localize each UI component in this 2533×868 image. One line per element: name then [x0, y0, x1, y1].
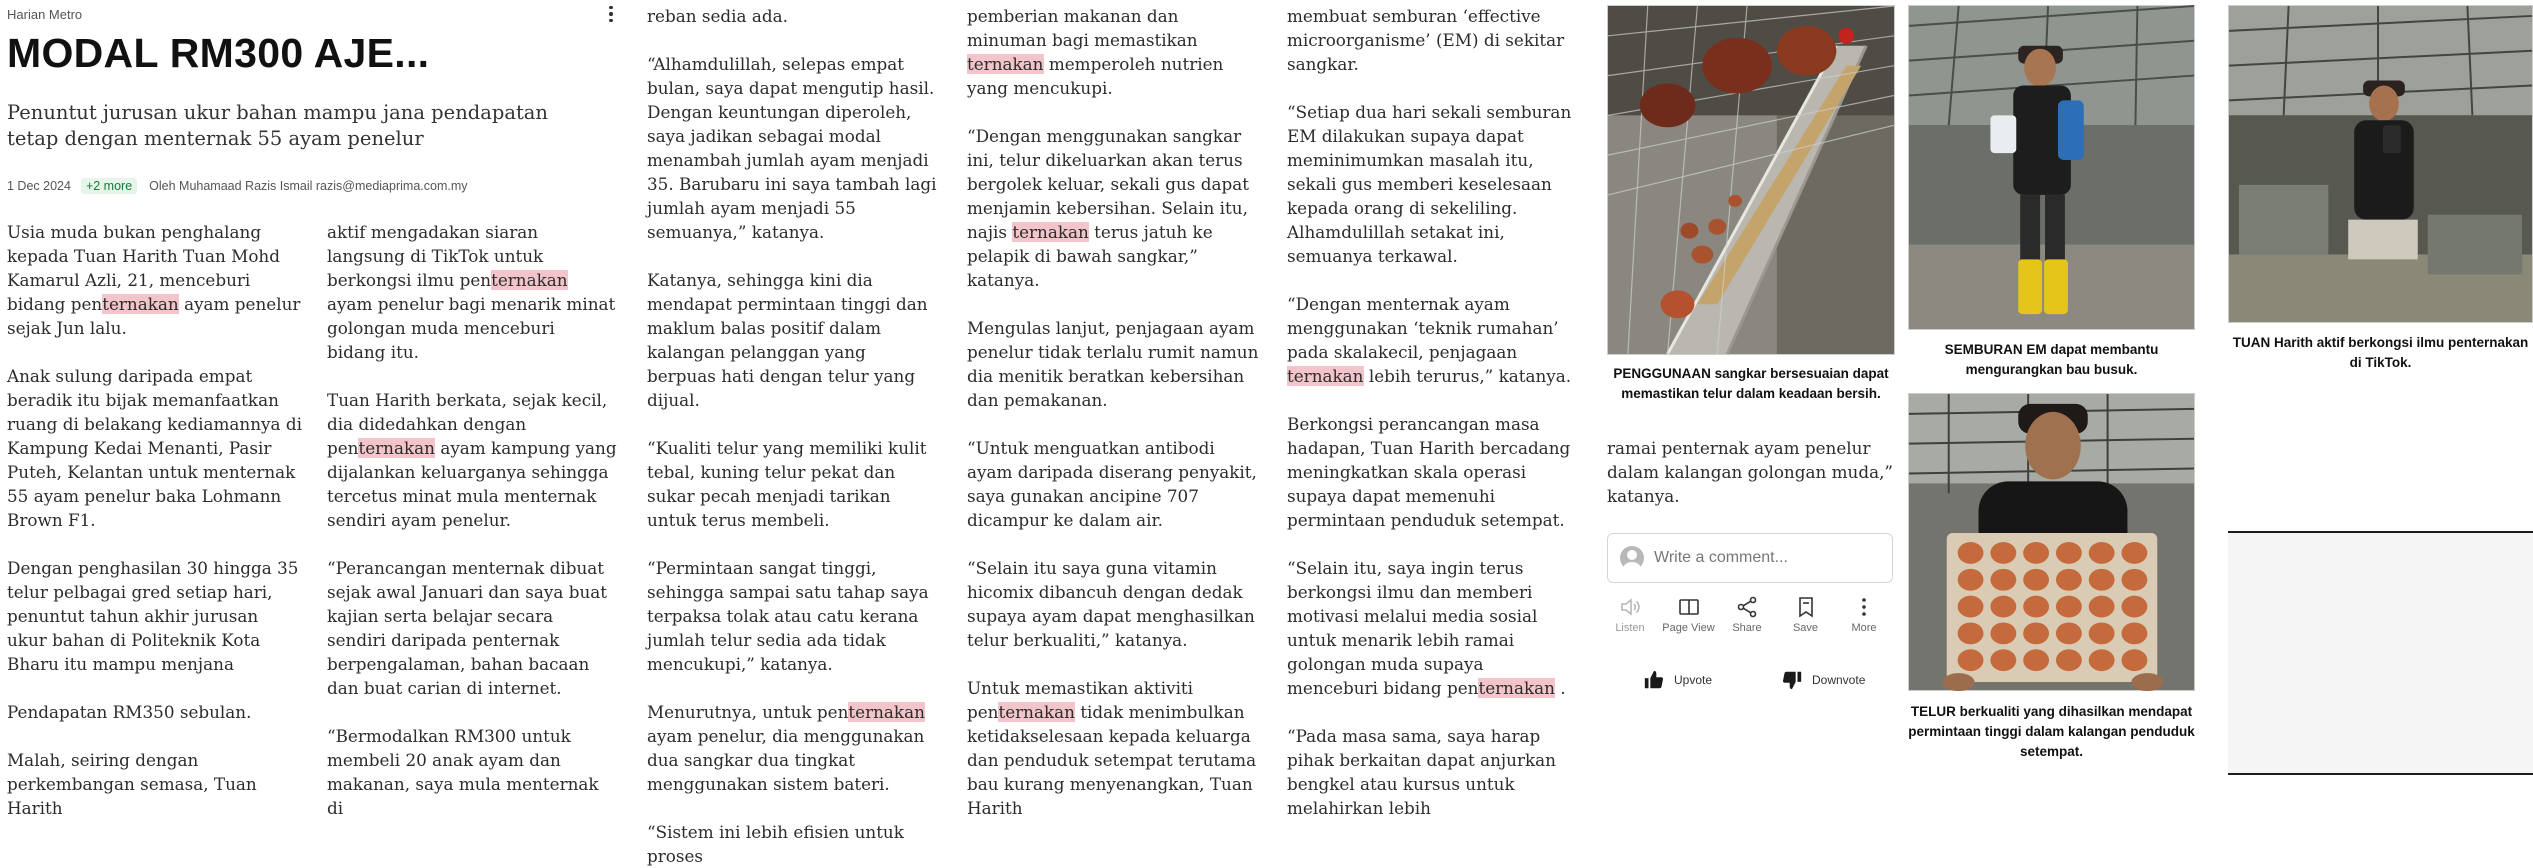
- blank-panel-body: [2228, 533, 2533, 773]
- caption-photo-3: TUAN Harith aktif berkongsi ilmu penternakan di TikTok.: [2232, 335, 2529, 370]
- photo-tiktok-live: [2228, 5, 2533, 323]
- page-view-label: Page View: [1662, 622, 1715, 634]
- upvote-label: Upvote: [1674, 673, 1713, 687]
- article-paragraph: “Bermodalkan RM300 untuk membeli 20 anak ayam dan makanan, saya mula menternak di: [327, 726, 599, 818]
- photo-em-spray: [1908, 5, 2195, 330]
- keyword-highlight: ternakan: [358, 438, 435, 458]
- article-paragraph: “Dengan menggunakan sangkar ini, telur dikeluarkan akan terus bergolek keluar, sekali gus dapat menjamin kebersihan. Selain itu, najis ternakan terus jatuh ke pelapik di bawah sangkar,” katanya.: [967, 126, 1249, 290]
- byline-row: [7, 178, 468, 194]
- article-paragraph: “Pada masa sama, saya harap pihak berkaitan dapat anjurkan bengkel atau kursus untuk melahirkan lebih: [1287, 726, 1556, 818]
- comment-input[interactable]: [1607, 533, 1893, 583]
- photo-egg-tray: [1908, 393, 2195, 691]
- avatar: [1620, 546, 1644, 570]
- article-paragraph: “Setiap dua hari sekali semburan EM dilakukan supaya dapat meminimumkan masalah itu, sekali gus memberi keselesaan kepada orang di sekeliling. Alhamdulillah setakat ini, semuanya terkawal.: [1287, 102, 1572, 266]
- article-paragraph: Usia muda bukan penghalang kepada Tuan Harith Tuan Mohd Kamarul Azli, 21, menceburi bidang penternakan ayam penelur sejak Jun lalu.: [7, 222, 301, 338]
- article-paragraph: membuat semburan ‘effective microorganisme’ (EM) di sekitar sangkar.: [1287, 6, 1565, 74]
- thumbs-up-icon: [1643, 669, 1665, 691]
- article-column-4: [967, 4, 1259, 818]
- article-paragraph: “Perancangan menternak dibuat sejak awal Januari dan saya buat kajian serta belajar secara sendiri daripada penternak berpengalaman, bahan bacaan dan buat carian di internet.: [327, 558, 608, 698]
- book-icon: [1677, 595, 1701, 619]
- article-paragraph: “Selain itu, saya ingin terus berkongsi ilmu dan memberi motivasi melalui media sosial untuk menarik lebih ramai golongan muda supaya menceburi bidang penternakan .: [1287, 558, 1566, 698]
- page-view-button[interactable]: [1660, 595, 1718, 634]
- author-line: Oleh Muhamaad Razis Ismail razis@mediaprima.com.my: [149, 179, 468, 193]
- listen-button[interactable]: [1601, 595, 1659, 634]
- keyword-highlight: ternakan: [1287, 366, 1364, 386]
- more-vertical-icon: [1852, 595, 1876, 619]
- save-label: Save: [1792, 622, 1819, 634]
- article-column-5: [1287, 4, 1579, 818]
- keyword-highlight: ternakan: [491, 270, 568, 290]
- keyword-highlight: ternakan: [1012, 222, 1089, 242]
- publish-date: 1 Dec 2024: [7, 179, 71, 193]
- keyword-highlight: ternakan: [967, 54, 1044, 74]
- article-paragraph: Tuan Harith berkata, sejak kecil, dia didedahkan dengan penternakan ayam kampung yang dijalankan keluarganya sehingga tercetus minat mula menternak sendiri ayam penelur.: [327, 390, 617, 530]
- thumbs-down-icon: [1781, 669, 1803, 691]
- article-column-3: [647, 4, 939, 866]
- speaker-icon: [1618, 595, 1642, 619]
- source-label: Harian Metro: [7, 7, 83, 22]
- headline: MODAL RM300 AJE...: [7, 30, 430, 76]
- article-paragraph: Berkongsi perancangan masa hadapan, Tuan Harith bercadang meningkatkan skala operasi supaya dapat memenuhi permintaan penduduk setempat.: [1287, 414, 1571, 530]
- downvote-label: Downvote: [1812, 673, 1866, 687]
- comment-placeholder: Write a comment...: [1654, 549, 1788, 566]
- article-paragraph: “Dengan menternak ayam menggunakan ‘teknik rumahan’ pada skalakecil, penjagaan ternakan lebih terurus,” katanya.: [1287, 294, 1572, 386]
- article-paragraph: Untuk memastikan aktiviti penternakan tidak menimbulkan ketidakselesaan kepada keluarga dan penduduk setempat terutama bau kurang menyenangkan, Tuan Harith: [967, 678, 1257, 818]
- caption-photo-4: TELUR berkualiti yang dihasilkan mendapat permintaan tinggi dalam kalangan penduduk setempat.: [1908, 704, 2195, 759]
- blank-panel-bottom: [2228, 773, 2533, 775]
- keyword-highlight: ternakan: [848, 702, 925, 722]
- listen-label: Listen: [1615, 622, 1645, 634]
- downvote-button[interactable]: [1781, 669, 1865, 691]
- more-button[interactable]: [1835, 595, 1893, 634]
- share-label: Share: [1732, 622, 1762, 634]
- keyword-highlight: ternakan: [998, 702, 1075, 722]
- article-column-6: [1607, 436, 1895, 526]
- article-paragraph: reban sedia ada.: [647, 6, 788, 26]
- standfirst: Penuntut jurusan ukur bahan mampu jana pendapatan tetap dengan menternak 55 ayam penelur: [7, 101, 548, 150]
- article-column-2: [327, 220, 617, 818]
- article-paragraph: “Sistem ini lebih efisien untuk proses: [647, 822, 904, 866]
- article-paragraph: “Kualiti telur yang memiliki kulit tebal, kuning telur pekat dan sukar pecah menjadi tarikan untuk terus membeli.: [647, 438, 927, 530]
- article-paragraph: ramai penternak ayam penelur dalam kalangan golongan muda,” katanya.: [1607, 438, 1894, 506]
- more-label: More: [1851, 622, 1877, 634]
- article-paragraph: Malah, seiring dengan perkembangan semasa, Tuan Harith: [7, 750, 257, 818]
- article-paragraph: Katanya, sehingga kini dia mendapat permintaan tinggi dan maklum balas positif dalam kalangan pelanggan yang berpuas hati dengan telur yang dijual.: [647, 270, 928, 410]
- article-paragraph: aktif mengadakan siaran langsung di TikTok untuk berkongsi ilmu penternakan ayam penelur bagi menarik minat golongan muda menceburi bidang itu.: [327, 222, 616, 362]
- share-button[interactable]: [1718, 595, 1776, 634]
- photo-chicken-cage: [1607, 5, 1895, 355]
- caption-photo-1: PENGGUNAAN sangkar bersesuaian dapat memastikan telur dalam keadaan bersih.: [1613, 366, 1889, 401]
- save-button[interactable]: [1777, 595, 1835, 634]
- article-paragraph: pemberian makanan dan minuman bagi memastikan ternakan memperoleh nutrien yang mencukupi.: [967, 6, 1224, 98]
- article-paragraph: “Permintaan sangat tinggi, sehingga sampai satu tahap saya terpaksa tolak atau catu kerana jumlah telur sedia ada tidak mencukupi,” katanya.: [647, 558, 929, 674]
- article-paragraph: “Selain itu saya guna vitamin hicomix dibancuh dengan dedak supaya ayam dapat menghasilkan telur berkualiti,” katanya.: [967, 558, 1255, 650]
- share-icon: [1735, 595, 1759, 619]
- article-paragraph: Anak sulung daripada empat beradik itu bijak memanfaatkan ruang di belakang kediamannya di Kampung Kedai Menanti, Pasir Puteh, Kelantan untuk menternak 55 ayam penelur baka Lohmann Brown F1.: [7, 366, 302, 530]
- article-paragraph: Menurutnya, untuk penternakan ayam penelur, dia menggunakan dua sangkar dua tingkat menggunakan sistem bateri.: [647, 702, 925, 794]
- article-paragraph: “Alhamdulillah, selepas empat bulan, saya dapat mengutip hasil. Dengan keuntungan diperoleh, saya jadikan sebagai modal menambah jumlah ayam menjadi 35. Barubaru ini saya tambah lagi jumlah ayam menjadi 55 semuanya,” katanya.: [647, 54, 937, 242]
- article-column-1: [7, 220, 302, 818]
- article-paragraph: Pendapatan RM350 sebulan.: [7, 702, 252, 722]
- keyword-highlight: ternakan: [102, 294, 179, 314]
- upvote-button[interactable]: [1643, 669, 1712, 691]
- article-paragraph: “Untuk menguatkan antibodi ayam daripada diserang penyakit, saya gunakan ancipine 707 dicampur ke dalam air.: [967, 438, 1257, 530]
- bookmark-icon: [1794, 595, 1818, 619]
- more-options-icon[interactable]: [602, 2, 620, 26]
- more-authors-button[interactable]: +2 more: [81, 178, 137, 194]
- article-paragraph: Dengan penghasilan 30 hingga 35 telur pelbagai gred setiap hari, penuntut tahun akhir jurusan ukur bahan di Politeknik Kota Bharu itu mampu menjana: [7, 558, 299, 674]
- article-paragraph: Mengulas lanjut, penjagaan ayam penelur tidak terlalu rumit namun dia menitik beratkan kebersihan dan pemakanan.: [967, 318, 1259, 410]
- caption-photo-2: SEMBURAN EM dapat membantu mengurangkan bau busuk.: [1944, 342, 2159, 377]
- action-bar: [1601, 595, 1893, 634]
- keyword-highlight: ternakan: [1478, 678, 1555, 698]
